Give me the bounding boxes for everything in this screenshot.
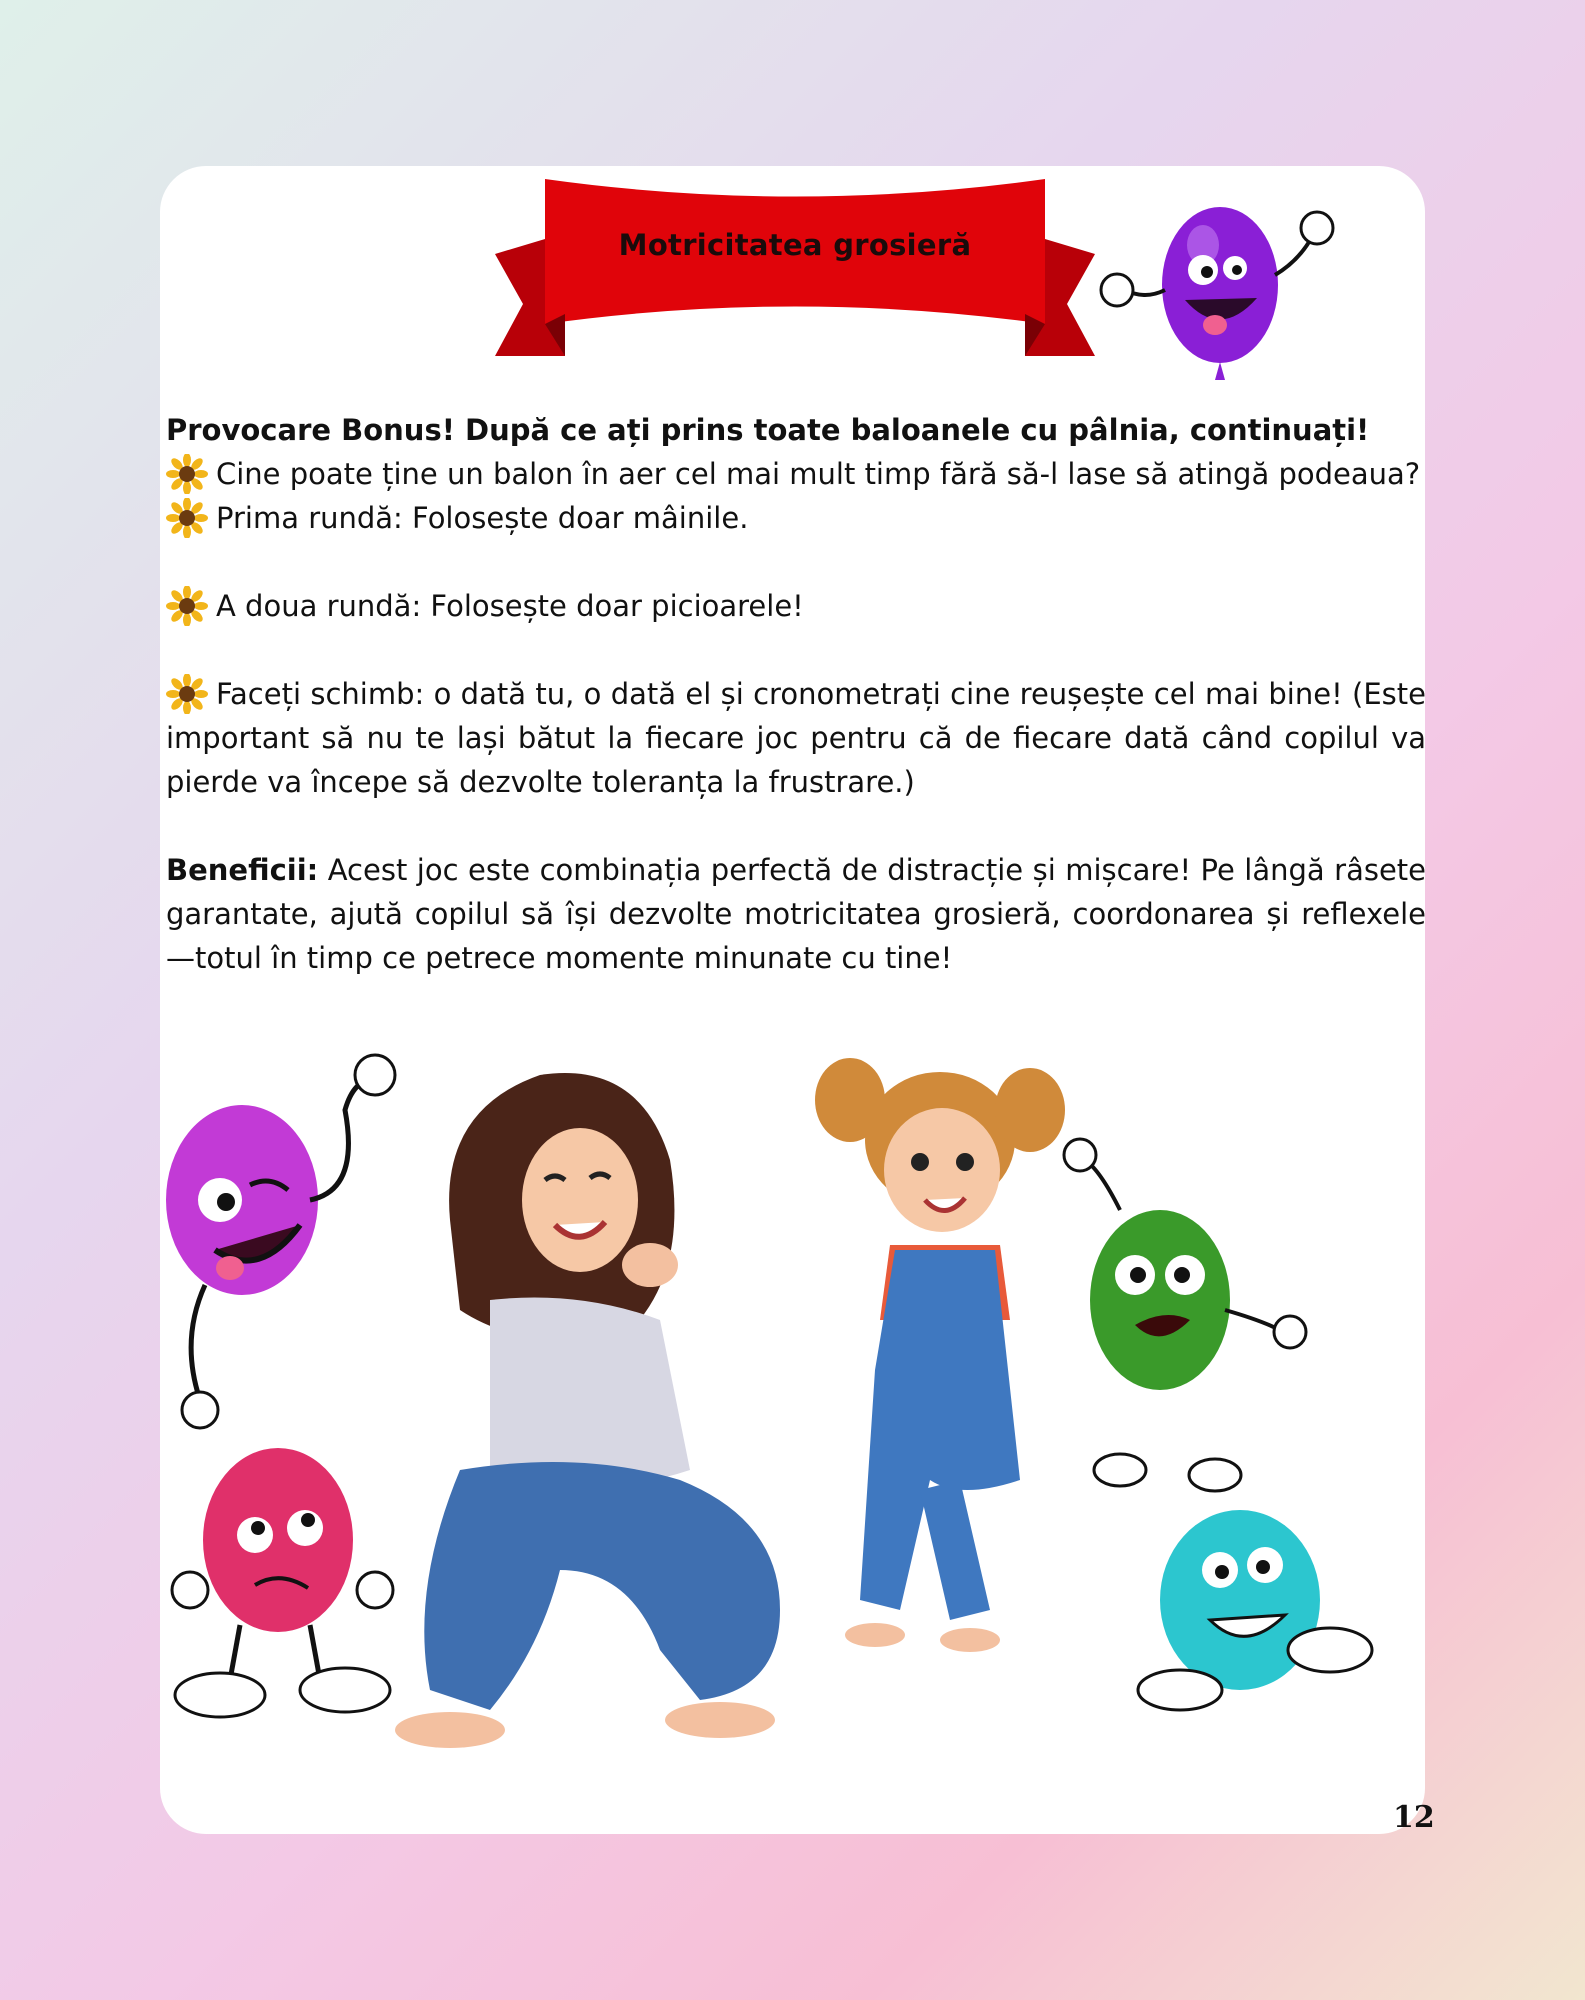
page-title: Motricitatea grosieră bbox=[618, 228, 972, 262]
bullet-text-1: Cine poate ține un balon în aer cel mai mult timp fără să-l lase să atingă podeaua? bbox=[216, 457, 1421, 491]
magenta-balloon-icon bbox=[166, 1055, 395, 1428]
bullet-item-1 bbox=[166, 452, 1426, 496]
bullet-text-3: A doua rundă: Folosește doar picioarele! bbox=[216, 589, 804, 623]
sunflower-icon bbox=[166, 454, 208, 494]
benefits-text: Acest joc este combinația perfectă de distracție și mișcare! Pe lângă râsete garantate, ajută copilul să își dezvolte motricitatea grosieră, coordonarea și reflexele—totul în timp ce petrece momente minunate cu tine! bbox=[166, 853, 1427, 975]
benefits-paragraph bbox=[166, 848, 1426, 980]
bonus-heading: Provocare Bonus! După ce ați prins toate baloanele cu pâlnia, continuați! bbox=[166, 413, 1370, 447]
bullet-item-4 bbox=[166, 672, 1426, 804]
bullet-item-3 bbox=[166, 584, 1426, 628]
cyan-balloon-icon bbox=[1138, 1510, 1372, 1710]
sunflower-icon bbox=[166, 674, 208, 714]
title-ribbon bbox=[495, 174, 1095, 364]
illustration-scene bbox=[160, 1050, 1425, 1830]
sunflower-icon bbox=[166, 586, 208, 626]
girl-figure bbox=[815, 1058, 1065, 1652]
sunflower-icon bbox=[166, 498, 208, 538]
bullet-text-4: Faceți schimb: o dată tu, o dată el și cronometrați cine reușește cel mai bine! (Este important să nu te lași bătut la fiecare joc pentru că de fiecare dată când copilul va pierde va începe să dezvolte toleranța la frustrare.) bbox=[166, 677, 1426, 799]
bullet-text-2: Prima rundă: Folosește doar mâinile. bbox=[216, 501, 749, 535]
bullet-item-2 bbox=[166, 496, 1426, 540]
page-number: 12 bbox=[1393, 1800, 1435, 1835]
purple-balloon-icon bbox=[1085, 190, 1355, 390]
green-balloon-icon bbox=[1064, 1139, 1306, 1491]
activity-text bbox=[166, 408, 1426, 980]
benefits-label: Beneficii: bbox=[166, 853, 319, 887]
pink-balloon-icon bbox=[172, 1448, 393, 1717]
woman-figure bbox=[395, 1073, 780, 1748]
